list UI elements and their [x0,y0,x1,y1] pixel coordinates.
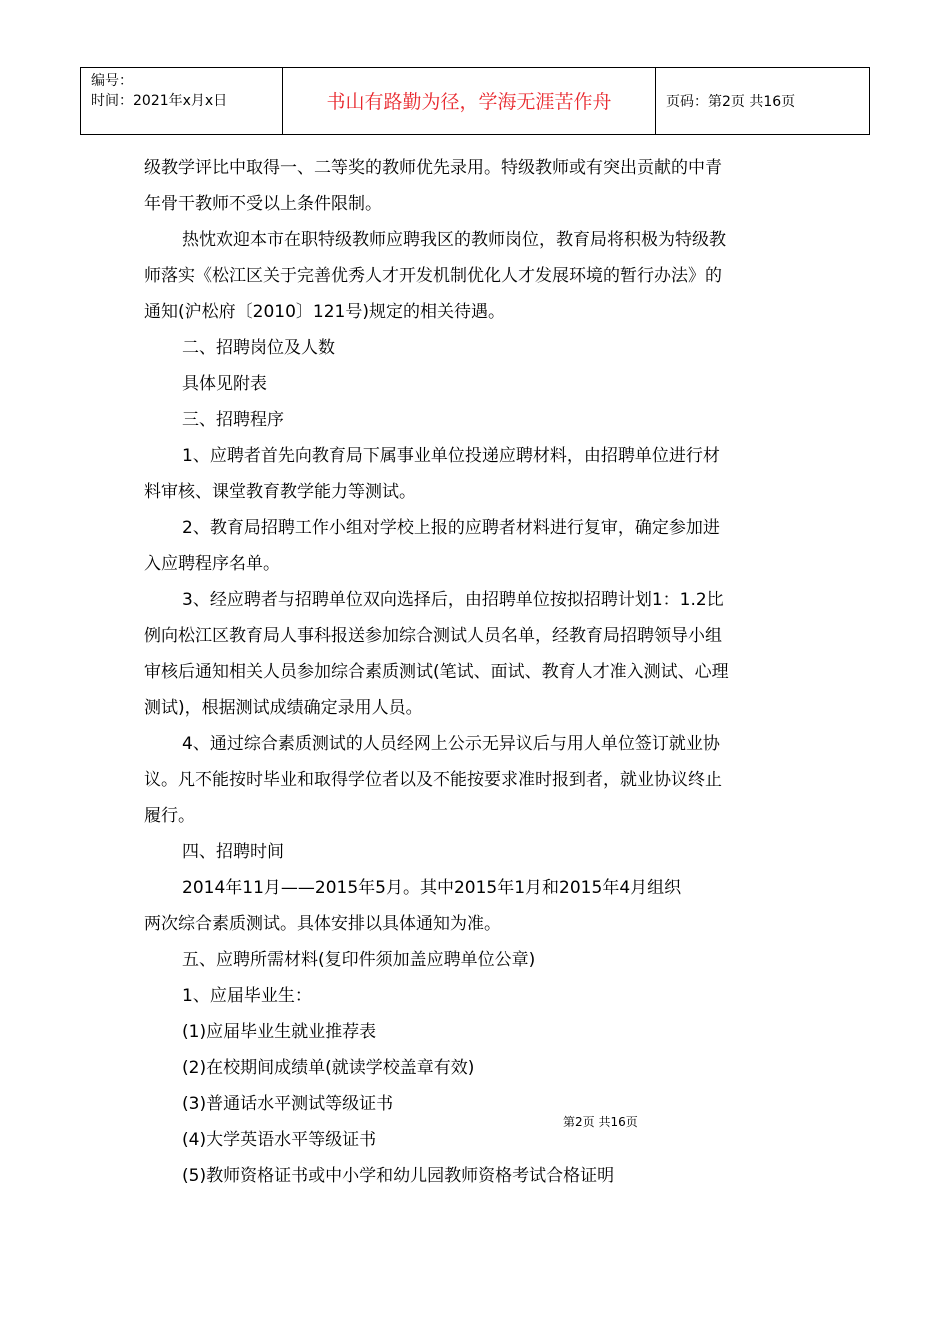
body-line: 具体见附表 [182,374,267,394]
body-line: 议。凡不能按时毕业和取得学位者以及不能按要求准时报到者，就业协议终止 [144,770,722,790]
number-label: 编号： [91,73,133,89]
section-heading: 二、招聘岗位及人数 [182,338,335,358]
body-line: 料审核、课堂教育教学能力等测试。 [144,482,416,502]
list-item: (1)应届毕业生就业推荐表 [182,1022,377,1042]
header-meta-cell [81,68,283,134]
body-line: 履行。 [144,806,195,826]
header-motto: 书山有路勤为径，学海无涯苦作舟 [283,68,656,134]
document-header [80,67,870,135]
body-line: 4、通过综合素质测试的人员经网上公示无异议后与用人单位签订就业协 [182,734,720,754]
section-heading: 四、招聘时间 [182,842,284,862]
list-item: (5)教师资格证书或中小学和幼儿园教师资格考试合格证明 [182,1166,615,1186]
body-line: 1、应届毕业生： [182,986,312,1006]
section-heading: 五、应聘所需材料(复印件须加盖应聘单位公章) [182,950,536,970]
list-item: (3)普通话水平测试等级证书 [182,1094,394,1114]
body-line: 3、经应聘者与招聘单位双向选择后，由招聘单位按拟招聘计划1：1.2比 [182,590,724,610]
body-line: 师落实《松江区关于完善优秀人才开发机制优化人才发展环境的暂行办法》的 [144,266,722,286]
body-line: 审核后通知相关人员参加综合素质测试(笔试、面试、教育人才准入测试、心理 [144,662,729,682]
body-line: 2014年11月——2015年5月。其中2015年1月和2015年4月组织 [182,878,682,898]
body-line: 2、教育局招聘工作小组对学校上报的应聘者材料进行复审，确定参加进 [182,518,720,538]
body-line: 两次综合素质测试。具体安排以具体通知为准。 [144,914,501,934]
body-line: 年骨干教师不受以上条件限制。 [144,194,382,214]
body-line: 入应聘程序名单。 [144,554,280,574]
document-body [144,150,810,1194]
time-label: 时间：2021年x月x日 [91,93,228,109]
body-line: 例向松江区教育局人事科报送参加综合测试人员名单，经教育局招聘领导小组 [144,626,722,646]
header-page-label: 页码：第2页 共16页 [666,94,796,110]
list-item: (2)在校期间成绩单(就读学校盖章有效) [182,1058,475,1078]
section-heading: 三、招聘程序 [182,410,284,430]
list-item: (4)大学英语水平等级证书 [182,1130,377,1150]
body-line: 测试)，根据测试成绩确定录用人员。 [144,698,423,718]
body-line: 热忱欢迎本市在职特级教师应聘我区的教师岗位，教育局将积极为特级教 [182,230,726,250]
body-line: 级教学评比中取得一、二等奖的教师优先录用。特级教师或有突出贡献的中青 [144,158,722,178]
body-line: 通知(沪松府〔2010〕121号)规定的相关待遇。 [144,302,505,322]
page-footer: 第2页 共16页 [563,1115,638,1129]
body-line: 1、应聘者首先向教育局下属事业单位投递应聘材料，由招聘单位进行材 [182,446,720,466]
